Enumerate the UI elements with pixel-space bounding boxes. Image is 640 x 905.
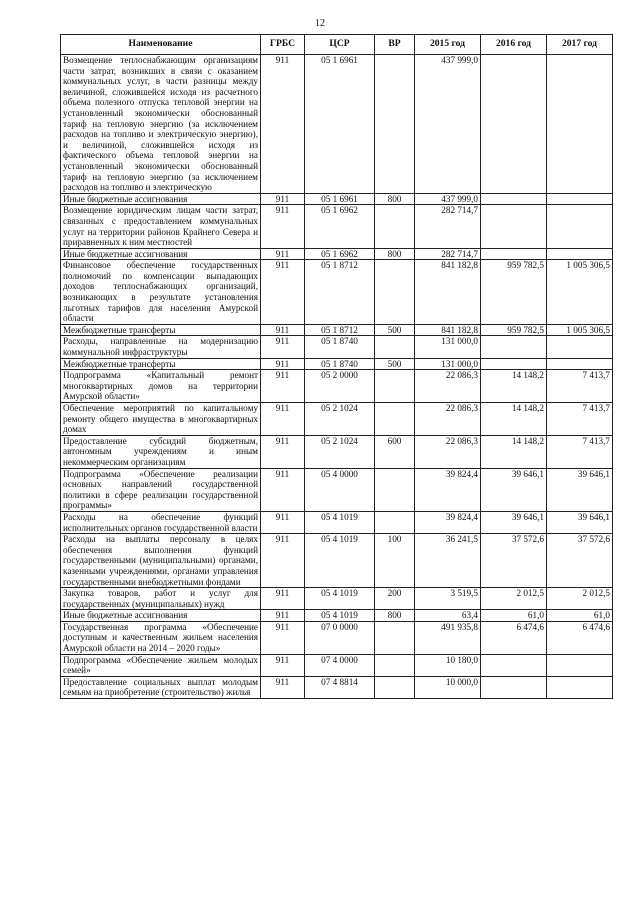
row-grbs: 911	[261, 588, 305, 610]
row-value-2016: 37 572,6	[481, 534, 547, 588]
row-grbs: 911	[261, 336, 305, 358]
table-row	[61, 511, 613, 533]
row-name: Подпрограмма «Капитальный ремонт многоквартирных домов на территории Амурской области»	[61, 370, 261, 403]
row-value-2016	[481, 358, 547, 370]
row-value-2017: 39 646,1	[547, 468, 613, 511]
row-grbs: 911	[261, 193, 305, 205]
row-value-2015: 10 000,0	[415, 676, 481, 698]
row-value-2017	[547, 676, 613, 698]
row-value-2015: 39 824,4	[415, 511, 481, 533]
row-vr	[375, 468, 415, 511]
row-csr: 05 1 6962	[305, 248, 375, 260]
row-value-2015: 491 935,8	[415, 621, 481, 654]
table-row	[61, 55, 613, 194]
row-csr: 05 2 1024	[305, 435, 375, 468]
row-csr: 05 1 6961	[305, 55, 375, 194]
row-vr: 800	[375, 193, 415, 205]
row-value-2015: 22 086,3	[415, 403, 481, 436]
column-header-2016: 2016 год	[481, 35, 547, 55]
row-value-2016: 959 782,5	[481, 324, 547, 336]
row-vr	[375, 676, 415, 698]
table-row	[61, 435, 613, 468]
row-value-2016	[481, 654, 547, 676]
row-name: Иные бюджетные ассигнования	[61, 248, 261, 260]
row-vr	[375, 621, 415, 654]
row-value-2017: 39 646,1	[547, 511, 613, 533]
row-grbs: 911	[261, 468, 305, 511]
row-csr: 05 4 1019	[305, 511, 375, 533]
row-name: Обеспечение мероприятий по капитальному ремонту общего имущества в многоквартирных домах	[61, 403, 261, 436]
row-value-2016: 959 782,5	[481, 260, 547, 325]
row-csr: 05 4 1019	[305, 610, 375, 622]
row-name: Подпрограмма «Обеспечение реализации основных направлений государственной политики в сфере реализации государственной программы»	[61, 468, 261, 511]
row-grbs: 911	[261, 511, 305, 533]
row-name: Закупка товаров, работ и услуг для государственных (муниципальных) нужд	[61, 588, 261, 610]
row-vr	[375, 205, 415, 248]
row-value-2017: 61,0	[547, 610, 613, 622]
row-value-2015: 36 241,5	[415, 534, 481, 588]
row-value-2015: 282 714,7	[415, 205, 481, 248]
column-header-grbs: ГРБС	[261, 35, 305, 55]
row-name: Расходы на обеспечение функций исполнительных органов государственной власти	[61, 511, 261, 533]
row-vr: 600	[375, 435, 415, 468]
row-value-2015: 63,4	[415, 610, 481, 622]
column-header-2017: 2017 год	[547, 35, 613, 55]
row-value-2017: 2 012,5	[547, 588, 613, 610]
table-row	[61, 370, 613, 403]
row-value-2017: 37 572,6	[547, 534, 613, 588]
table-row	[61, 610, 613, 622]
row-value-2016: 14 148,2	[481, 370, 547, 403]
row-value-2016: 6 474,6	[481, 621, 547, 654]
column-header-csr: ЦСР	[305, 35, 375, 55]
row-name: Государственная программа «Обеспечение доступным и качественным жильем населения Амурской области на 2014 – 2020 годы»	[61, 621, 261, 654]
row-value-2017	[547, 336, 613, 358]
row-value-2015: 10 180,0	[415, 654, 481, 676]
row-name: Финансовое обеспечение государственных полномочий по компенсации выпадающих доходов теплоснабжающих организаций, возникающих в результате установления льготных тарифов для населения Амурской области	[61, 260, 261, 325]
row-grbs: 911	[261, 205, 305, 248]
row-vr: 100	[375, 534, 415, 588]
table-row	[61, 403, 613, 436]
row-vr	[375, 654, 415, 676]
row-vr: 500	[375, 324, 415, 336]
row-grbs: 911	[261, 248, 305, 260]
row-grbs: 911	[261, 676, 305, 698]
table-row	[61, 534, 613, 588]
row-value-2017: 7 413,7	[547, 435, 613, 468]
row-csr: 05 4 1019	[305, 588, 375, 610]
row-name: Расходы на выплаты персоналу в целях обеспечения выполнения функций государственными (муниципальными) органами, казенными учреждениями, органами управления государственными внебюджетными фондами	[61, 534, 261, 588]
row-value-2015: 39 824,4	[415, 468, 481, 511]
row-value-2015: 841 182,8	[415, 324, 481, 336]
row-csr: 05 2 1024	[305, 403, 375, 436]
row-value-2015: 131 000,0	[415, 336, 481, 358]
row-csr: 05 1 8712	[305, 260, 375, 325]
row-name: Предоставление социальных выплат молодым семьям на приобретение (строительство) жилья	[61, 676, 261, 698]
row-csr: 07 4 0000	[305, 654, 375, 676]
row-vr	[375, 55, 415, 194]
row-value-2015: 22 086,3	[415, 370, 481, 403]
row-value-2016	[481, 336, 547, 358]
table-row	[61, 205, 613, 248]
row-value-2015: 437 999,0	[415, 55, 481, 194]
row-csr: 05 1 8740	[305, 336, 375, 358]
table-row	[61, 248, 613, 260]
row-csr: 05 1 8712	[305, 324, 375, 336]
table-row	[61, 654, 613, 676]
row-csr: 05 4 1019	[305, 534, 375, 588]
row-value-2017	[547, 358, 613, 370]
row-value-2017	[547, 654, 613, 676]
row-value-2017	[547, 193, 613, 205]
table-row	[61, 676, 613, 698]
row-grbs: 911	[261, 610, 305, 622]
row-value-2017: 7 413,7	[547, 403, 613, 436]
row-name: Межбюджетные трансферты	[61, 358, 261, 370]
row-grbs: 911	[261, 370, 305, 403]
row-vr	[375, 260, 415, 325]
row-grbs: 911	[261, 260, 305, 325]
table-row	[61, 468, 613, 511]
table-row	[61, 621, 613, 654]
row-value-2015: 282 714,7	[415, 248, 481, 260]
table-row	[61, 358, 613, 370]
row-value-2017: 1 005 306,5	[547, 260, 613, 325]
row-value-2016: 39 646,1	[481, 468, 547, 511]
row-value-2017	[547, 205, 613, 248]
row-csr: 07 4 8814	[305, 676, 375, 698]
row-value-2017	[547, 248, 613, 260]
table-row	[61, 193, 613, 205]
row-value-2016: 14 148,2	[481, 403, 547, 436]
row-vr: 800	[375, 610, 415, 622]
row-grbs: 911	[261, 403, 305, 436]
row-vr	[375, 403, 415, 436]
row-grbs: 911	[261, 534, 305, 588]
row-grbs: 911	[261, 621, 305, 654]
row-grbs: 911	[261, 358, 305, 370]
table-row	[61, 324, 613, 336]
page-number: 12	[315, 18, 325, 29]
row-value-2016: 61,0	[481, 610, 547, 622]
table-row	[61, 336, 613, 358]
row-name: Подпрограмма «Обеспечение жильем молодых семей»	[61, 654, 261, 676]
row-value-2016: 39 646,1	[481, 511, 547, 533]
row-vr	[375, 370, 415, 403]
row-vr: 500	[375, 358, 415, 370]
row-value-2017: 6 474,6	[547, 621, 613, 654]
column-header-vr: ВР	[375, 35, 415, 55]
row-grbs: 911	[261, 55, 305, 194]
row-vr: 200	[375, 588, 415, 610]
column-header-2015: 2015 год	[415, 35, 481, 55]
row-name: Иные бюджетные ассигнования	[61, 193, 261, 205]
row-vr	[375, 511, 415, 533]
table-header-row	[61, 35, 613, 55]
row-value-2017: 1 005 306,5	[547, 324, 613, 336]
row-name: Предоставление субсидий бюджетным, автономным учреждениям и иным некоммерческим организациям	[61, 435, 261, 468]
row-value-2016: 14 148,2	[481, 435, 547, 468]
row-value-2015: 841 182,8	[415, 260, 481, 325]
row-name: Иные бюджетные ассигнования	[61, 610, 261, 622]
row-csr: 05 1 6962	[305, 205, 375, 248]
row-value-2017: 7 413,7	[547, 370, 613, 403]
row-csr: 05 4 0000	[305, 468, 375, 511]
row-value-2016	[481, 205, 547, 248]
row-name: Возмещение юридическим лицам части затрат, связанных с предоставлением коммунальных услуг на территории районов Крайнего Севера и приравненных к ним местностей	[61, 205, 261, 248]
row-csr: 05 1 8740	[305, 358, 375, 370]
row-grbs: 911	[261, 654, 305, 676]
row-csr: 07 0 0000	[305, 621, 375, 654]
row-value-2015: 22 086,3	[415, 435, 481, 468]
row-value-2016	[481, 193, 547, 205]
budget-table	[60, 34, 613, 699]
row-value-2016	[481, 55, 547, 194]
row-value-2015: 437 999,0	[415, 193, 481, 205]
row-value-2017	[547, 55, 613, 194]
table-row	[61, 260, 613, 325]
row-name: Возмещение теплоснабжающим организациям части затрат, возникших в связи с оказанием коммунальных услуг, в части разницы между величиной, сложившейся исходя из расчетного объема полезного отпуска тепловой энергии на установленный экономически обоснованный тариф на тепловую энергию (за исключением расходов на топливо и электрическую энергию), и величиной, сложившейся исходя из фактического объема тепловой энергии на установленный экономически обоснованный тариф на тепловую энергию (за исключением расходов на топливо и электрическую	[61, 55, 261, 194]
row-csr: 05 2 0000	[305, 370, 375, 403]
row-value-2016	[481, 676, 547, 698]
row-name: Межбюджетные трансферты	[61, 324, 261, 336]
row-name: Расходы, направленные на модернизацию коммунальной инфраструктуры	[61, 336, 261, 358]
row-value-2016	[481, 248, 547, 260]
row-value-2016: 2 012,5	[481, 588, 547, 610]
row-vr	[375, 336, 415, 358]
row-value-2015: 3 519,5	[415, 588, 481, 610]
table-row	[61, 588, 613, 610]
row-grbs: 911	[261, 324, 305, 336]
row-csr: 05 1 6961	[305, 193, 375, 205]
row-grbs: 911	[261, 435, 305, 468]
row-value-2015: 131 000,0	[415, 358, 481, 370]
column-header-name: Наименование	[61, 35, 261, 55]
row-vr: 800	[375, 248, 415, 260]
